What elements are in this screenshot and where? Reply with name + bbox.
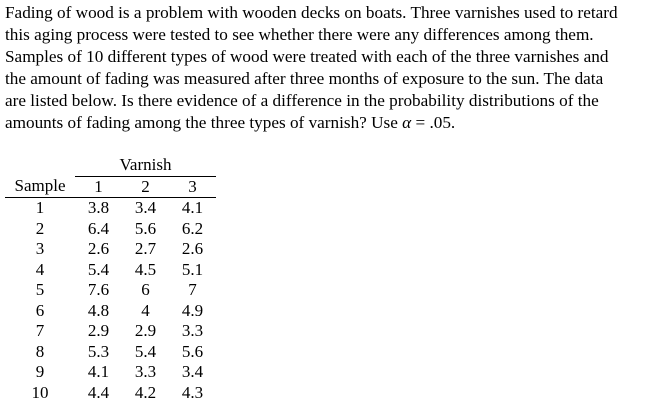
varnish-column-header: 3 [169, 176, 216, 198]
fading-value-cell: 2.6 [87, 239, 110, 258]
table-row [5, 321, 216, 342]
problem-statement [5, 2, 650, 134]
fading-value-cell: 5.4 [134, 341, 157, 361]
fading-value-cell: 3.4 [134, 198, 157, 217]
sample-cell: 1 [35, 198, 45, 217]
fading-value-cell: 3.4 [181, 362, 204, 381]
table-row [5, 198, 216, 219]
sample-cell: 3 [35, 239, 45, 258]
problem-line: the amount of fading was measured after three months of exposure to the sun. The data [5, 69, 604, 88]
fading-value-cell: 2.9 [134, 321, 157, 340]
varnish-column-header: 1 [75, 176, 122, 198]
fading-value-cell: 6 [141, 280, 150, 299]
fading-value-cell: 4.1 [87, 362, 110, 381]
fading-value-cell: 3.8 [87, 198, 110, 217]
fading-value-cell: 4.8 [87, 300, 110, 320]
fading-value-cell: 5.1 [181, 259, 204, 279]
fading-value-cell: 5.6 [181, 341, 204, 361]
sample-cell: 6 [35, 300, 45, 320]
table-body [5, 198, 216, 404]
fading-value-cell: 4.3 [181, 382, 204, 402]
alpha-value: = .05. [411, 113, 456, 132]
varnish-group-header: Varnish [75, 155, 216, 176]
varnish-fading-table [5, 155, 216, 403]
fading-value-cell: 5.4 [87, 259, 110, 279]
sample-cell: 5 [35, 280, 45, 299]
group-header-row [5, 155, 216, 176]
sample-cell: 10 [31, 382, 49, 402]
sample-cell: 2 [35, 218, 45, 238]
fading-value-cell: 5.6 [134, 218, 157, 238]
problem-line: Samples of 10 different types of wood were treated with each of the three varnishes and [5, 47, 609, 66]
column-header-row [5, 176, 216, 198]
alpha-symbol: α [402, 113, 412, 132]
table-row [5, 260, 216, 281]
problem-line-last [5, 112, 650, 134]
fading-value-cell: 2.6 [181, 239, 204, 258]
table-row [5, 219, 216, 240]
problem-line: are listed below. Is there evidence of a difference in the probability distributions of the [5, 91, 599, 110]
fading-value-cell: 5.3 [87, 341, 110, 361]
problem-line: this aging process were tested to see whether there were any differences among them. [5, 25, 594, 44]
fading-value-cell: 4.1 [181, 198, 204, 217]
sample-column-header: Sample [5, 176, 75, 198]
sample-cell: 9 [35, 362, 45, 381]
table-row [5, 280, 216, 301]
problem-line-prefix: amounts of fading among the three types of varnish? Use [5, 113, 403, 132]
fading-value-cell: 2.7 [134, 239, 157, 258]
fading-value-cell: 4.4 [87, 382, 110, 402]
sample-cell: 7 [35, 321, 45, 340]
table-row [5, 342, 216, 363]
fading-value-cell: 6.4 [87, 218, 110, 238]
fading-value-cell: 3.3 [134, 362, 157, 381]
sample-cell: 8 [35, 341, 45, 361]
fading-value-cell: 6.2 [181, 218, 204, 238]
fading-value-cell: 7 [188, 280, 197, 299]
fading-value-cell: 4.2 [134, 382, 157, 402]
fading-value-cell: 2.9 [87, 321, 110, 340]
problem-line: Fading of wood is a problem with wooden decks on boats. Three varnishes used to retard [5, 3, 618, 22]
fading-value-cell: 3.3 [181, 321, 204, 340]
varnish-column-header: 2 [122, 176, 169, 198]
fading-value-cell: 7.6 [87, 280, 110, 299]
sample-cell: 4 [35, 259, 45, 279]
empty-header-cell [5, 155, 75, 176]
fading-value-cell: 4.9 [181, 300, 204, 320]
fading-value-cell: 4.5 [134, 259, 157, 279]
table-row [5, 362, 216, 383]
table-row [5, 301, 216, 322]
table-row [5, 383, 216, 404]
fading-value-cell: 4 [141, 300, 150, 320]
table-row [5, 239, 216, 260]
